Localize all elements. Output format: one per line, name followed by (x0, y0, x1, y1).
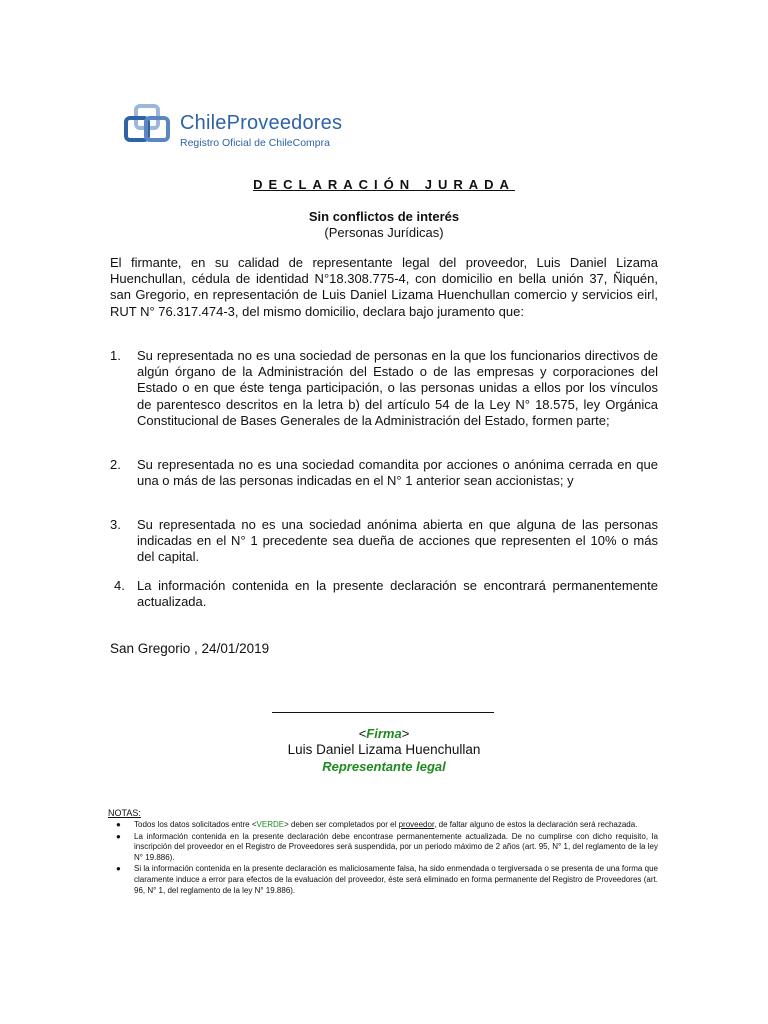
note-text: La información contenida en la presente declaración debe encontrase permanentemente actualizada. De no cumplirse con dicho requisito, la inscripción del proveedor en el Registro de Proveedores será suspendida, por un periodo máximo de 2 años (art. 95, N° 1, del reglamento de la ley N° 19.886). (134, 831, 658, 862)
note-highlight: VERDE (256, 820, 285, 829)
note-item (110, 820, 658, 831)
notes-list (110, 820, 658, 897)
notes-title: NOTAS: (108, 808, 141, 818)
firma-label: Firma (366, 726, 402, 741)
list-item-text: Su representada no es una sociedad de personas en la que los funcionarios directivos de algún órgano de la Administración del Estado o de las empresas y corporaciones del Estado o en que éste tenga participación, o las personas unidas a ellos por los vínculos de parentesco descritos en la letra b) del artículo 54 de la Ley N° 18.575, ley Orgánica Constitucional de Bases Generales de la Administración del Estado, formen parte; (137, 348, 658, 428)
list-item (110, 517, 658, 566)
list-item (110, 457, 658, 489)
note-text: , de faltar alguno de estos la declaración será rechazada. (434, 820, 638, 829)
list-item-text: Su representada no es una sociedad anónima abierta en que alguna de las personas indicadas en el N° 1 precedente sea dueña de acciones que representen el 10% o más del capital. (137, 517, 658, 565)
firma-close-bracket: > (401, 726, 410, 741)
signer-role: Representante legal (322, 759, 446, 774)
bullet-icon: ● (116, 864, 121, 874)
logo-name: ChileProveedores (180, 112, 343, 134)
note-text: Todos los datos solicitados entre < (134, 820, 257, 829)
note-underlined: proveedor (398, 820, 435, 829)
document-subtitle: Sin conflictos de interés (308, 209, 460, 224)
bullet-icon: ● (116, 820, 121, 829)
note-item (110, 832, 658, 864)
list-item-number: 1. (110, 348, 121, 363)
note-text: Si la información contenida en la presente declaración es maliciosamente falsa, ha sido enmendada o tergiversada o se presenta de una forma que claramente induce a error para efectos de la evaluación del proveedor, éste será eliminado en forma permanente del Registro de Proveedores (art. 96, N° 1, del reglamento de la ley N° 19.886). (134, 864, 658, 895)
signer-name: Luis Daniel Lizama Huenchullan (287, 742, 481, 757)
logo-subtitle: Registro Oficial de ChileCompra (180, 137, 330, 149)
list-item (114, 578, 658, 610)
list-item-number: 2. (110, 457, 121, 472)
list-item-number: 3. (110, 517, 121, 532)
list-item-text: La información contenida en la presente declaración se encontrará permanentemente actualizada. (137, 578, 658, 610)
chileproveedores-logo (118, 92, 358, 162)
list-item-text: Su representada no es una sociedad comandita por acciones o anónima cerrada en que una o más de las personas indicadas en el N° 1 anterior sean accionistas; y (137, 457, 658, 489)
firma-open-bracket: < (358, 726, 367, 741)
place-date: San Gregorio , 24/01/2019 (110, 641, 270, 656)
note-item (110, 864, 658, 896)
list-item (110, 348, 658, 429)
intro-paragraph: El firmante, en su calidad de representante legal del proveedor, Luis Daniel Lizama Huenchullan, cédula de identidad N°18.308.775-4, con domicilio en bella unión 37, Ñiquén, san Gregorio, en representación de Luis Daniel Lizama Huenchullan comercio y servicios eirl, RUT N° 76.317.474-3, del mismo domicilio, declara bajo juramento que: (110, 255, 658, 319)
signature-line (272, 712, 494, 713)
list-item-number: 4. (114, 578, 125, 593)
document-subtitle-2: (Personas Jurídicas) (324, 225, 444, 240)
document-title: DECLARACIÓN JURADA (253, 177, 515, 192)
note-text: > deben ser completados por el (284, 820, 399, 829)
bullet-icon: ● (116, 831, 121, 841)
chileproveedores-logo-icon (124, 104, 172, 148)
signature-placeholder (0, 726, 768, 741)
